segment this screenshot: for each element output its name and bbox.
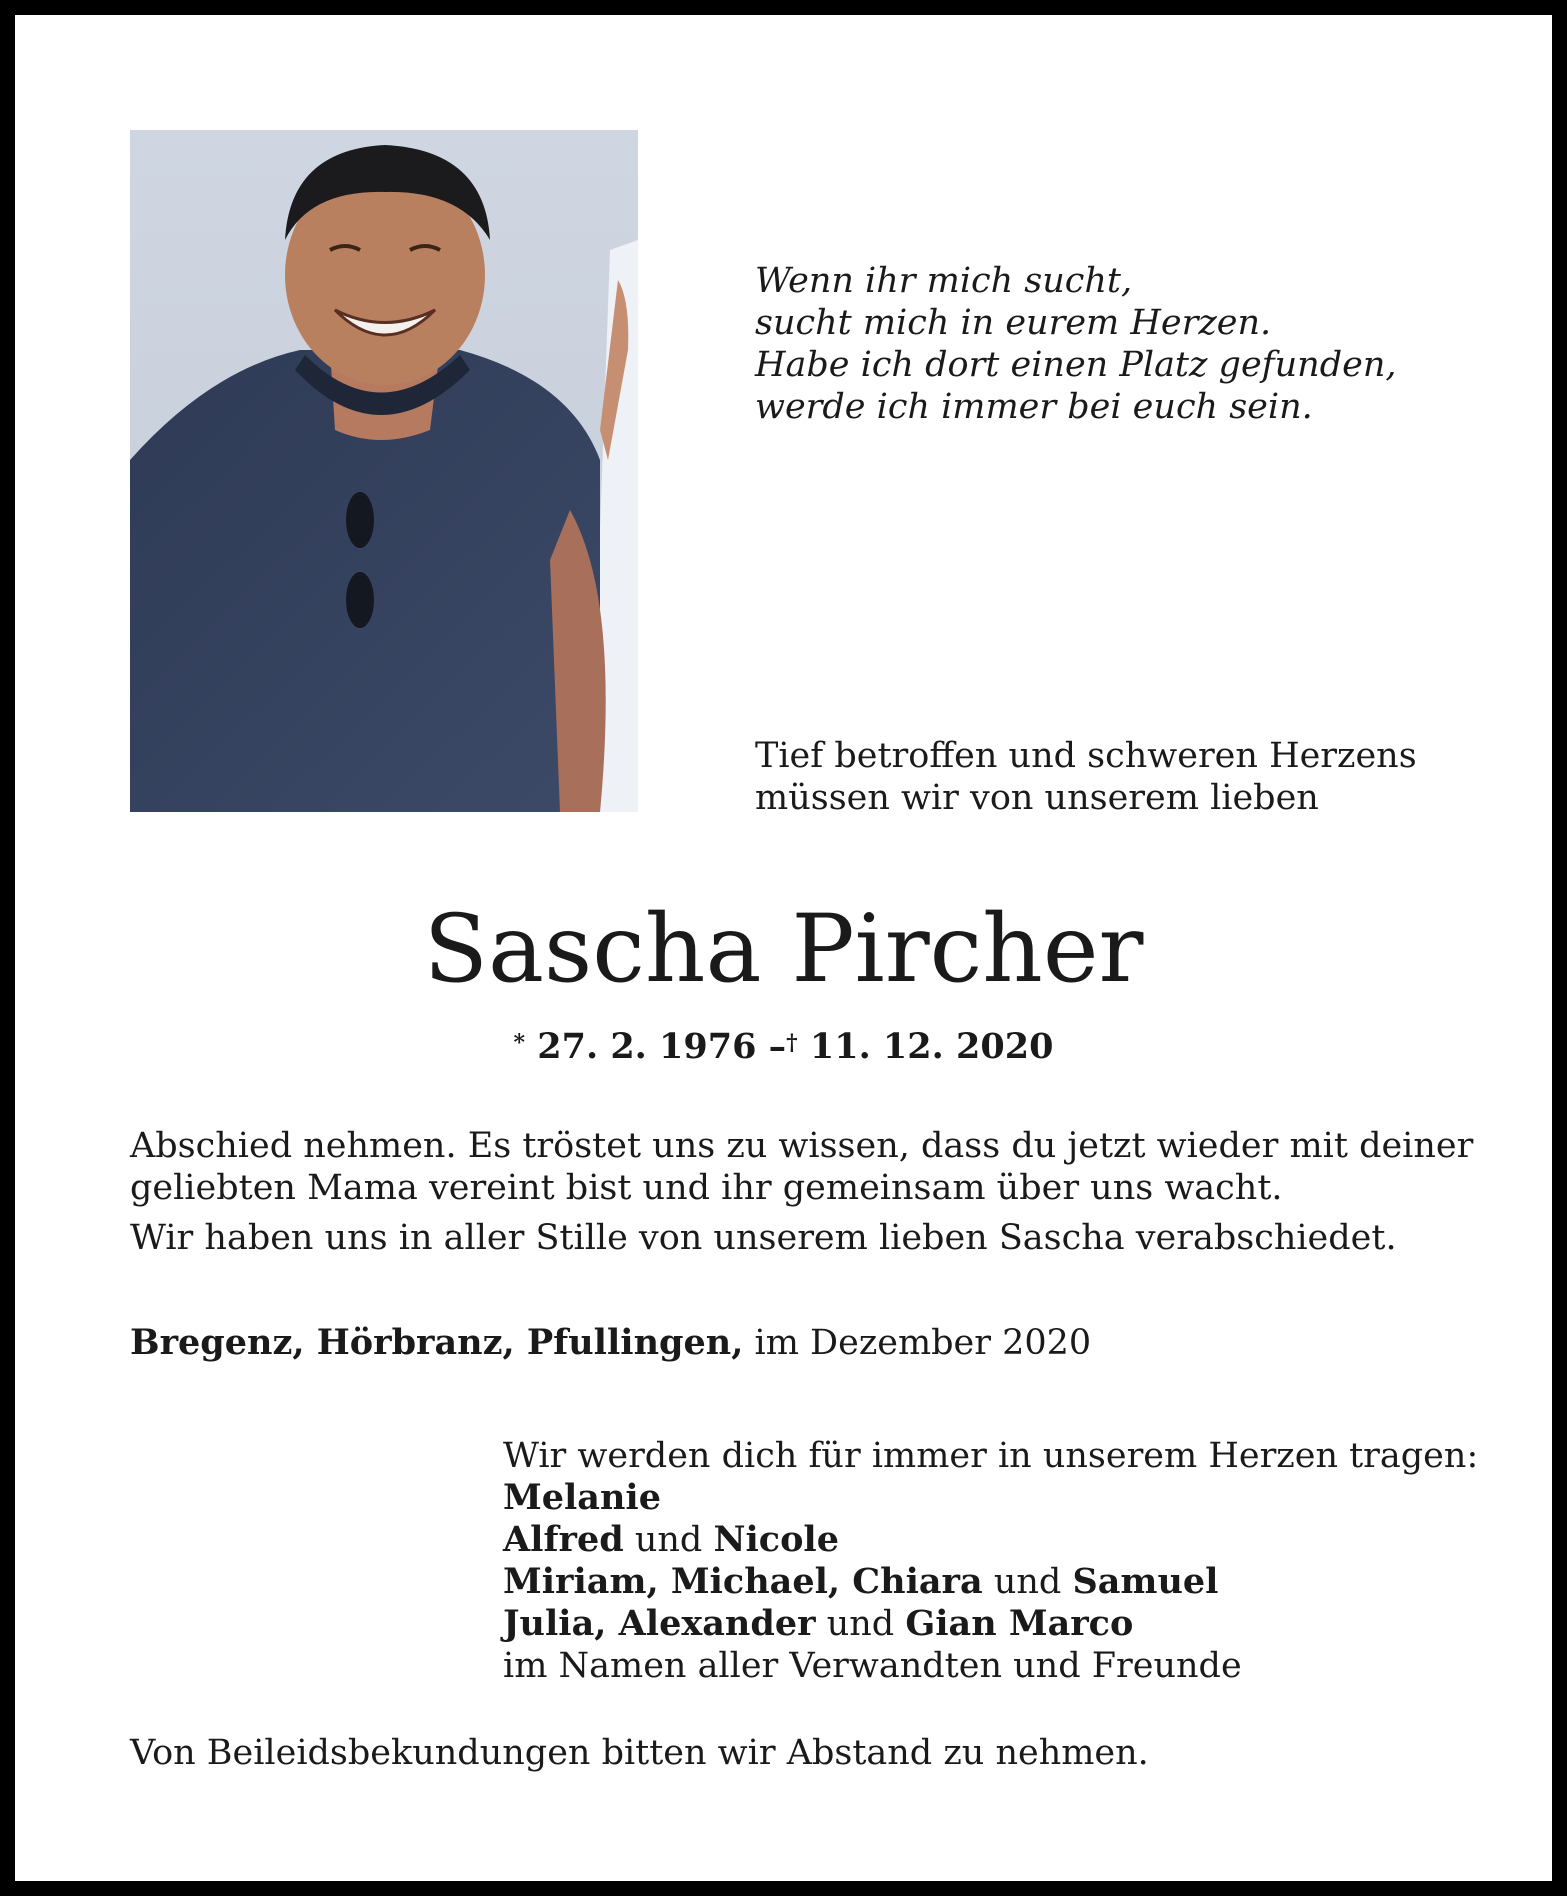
portrait-image <box>130 130 638 812</box>
poem-line: Wenn ihr mich sucht, <box>755 261 1133 301</box>
farewell-line: Abschied nehmen. Es tröstet uns zu wissen, dass du jetzt wieder mit deiner <box>130 1126 1474 1166</box>
mourner-row <box>503 1477 1543 1519</box>
notice-date: im Dezember 2020 <box>754 1323 1092 1363</box>
conjunction: und <box>634 1520 703 1560</box>
farewell-line: geliebten Mama vereint bist und ihr gemeinsam über uns wacht. <box>130 1168 1283 1208</box>
paragraph-gap <box>130 1209 1510 1217</box>
farewell-line: Wir haben uns in aller Stille von unserem lieben Sascha verabschiedet. <box>130 1218 1397 1258</box>
life-dates <box>15 1025 1552 1069</box>
places: Bregenz, Hörbranz, Pfullingen, <box>130 1322 744 1363</box>
intro-line: Tief betroffen und schweren Herzens <box>755 736 1417 776</box>
poem-line: sucht mich in eurem Herzen. <box>755 303 1272 343</box>
mourner-row <box>503 1603 1543 1645</box>
mourner-name: Samuel <box>1072 1561 1219 1602</box>
mourner-name: Alfred <box>503 1519 624 1560</box>
birth-date: 27. 2. 1976 <box>537 1026 757 1067</box>
mourners-heading: Wir werden dich für immer in unserem Herzen tragen: <box>503 1436 1479 1476</box>
portrait-photo <box>130 130 638 812</box>
mourners-block <box>503 1435 1543 1687</box>
death-date: 11. 12. 2020 <box>809 1026 1054 1067</box>
conjunction: und <box>993 1562 1062 1602</box>
birth-symbol: * <box>513 1030 526 1056</box>
mourner-row <box>503 1561 1543 1603</box>
deceased-name: Sascha Pircher <box>423 895 1144 1004</box>
mourner-name: Melanie <box>503 1477 661 1518</box>
mourner-name: Gian Marco <box>905 1603 1134 1644</box>
poem-line: werde ich immer bei euch sein. <box>755 387 1313 427</box>
intro-line: müssen wir von unserem lieben <box>755 778 1319 818</box>
obituary-card <box>15 15 1552 1881</box>
closing-note: Von Beileidsbekundungen bitten wir Abstand zu nehmen. <box>130 1733 1149 1773</box>
date-separator: – <box>768 1026 787 1067</box>
farewell-text <box>130 1125 1510 1259</box>
mourner-name: Julia, Alexander <box>503 1603 816 1644</box>
mourner-name: Miriam, Michael, Chiara <box>503 1561 983 1602</box>
mourners-footer: im Namen aller Verwandten und Freunde <box>503 1646 1242 1686</box>
mourner-row <box>503 1519 1543 1561</box>
conjunction: und <box>826 1604 895 1644</box>
poem-line: Habe ich dort einen Platz gefunden, <box>755 345 1397 385</box>
poem <box>755 260 1455 428</box>
mourner-name: Nicole <box>713 1519 839 1560</box>
death-symbol: † <box>786 1030 798 1056</box>
place-and-date <box>130 1322 1430 1364</box>
intro-text <box>755 735 1495 819</box>
